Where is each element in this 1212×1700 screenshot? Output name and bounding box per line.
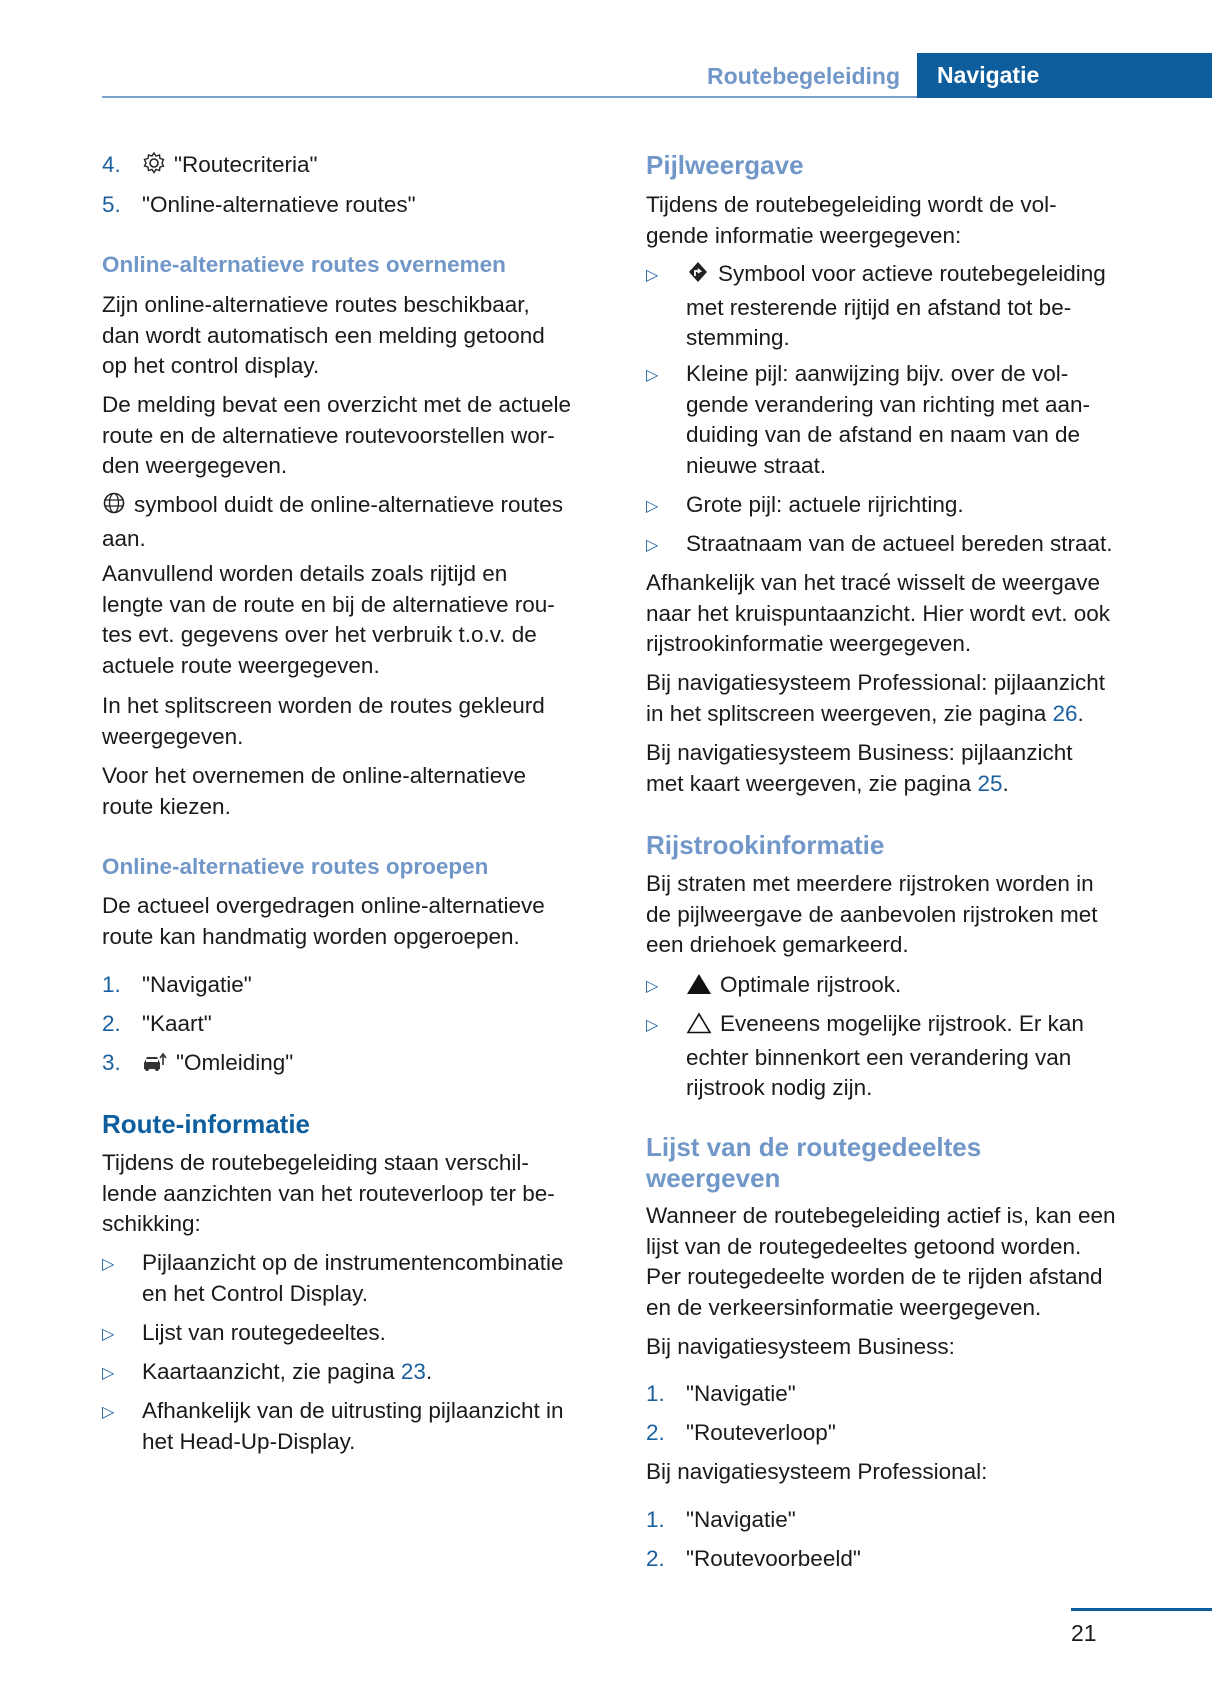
text-line: lijst van de routegedeeltes getoond worden. [646, 1233, 1082, 1259]
text-line: "Navigatie" [686, 1507, 796, 1532]
section-heading [646, 150, 1206, 181]
text-line: gende informatie weergegeven: [646, 222, 962, 248]
text-line: Grote pijl: actuele rijrichting. [686, 492, 964, 517]
bullet-triangle-icon: ▷ [646, 367, 659, 384]
subheading [102, 852, 622, 883]
text-line: Pijlaanzicht op de instrumentencombinatie [142, 1250, 564, 1275]
paragraph [646, 568, 1206, 660]
text-line: Kaartaanzicht, zie pagina [142, 1359, 401, 1384]
text-line: Aanvullend worden details zoals rijtijd en [102, 561, 508, 586]
text-line: weergegeven. [102, 723, 244, 749]
numbered-step [646, 1544, 1206, 1575]
text-line: rijstrookinformatie weergegeven. [646, 631, 972, 656]
bullet-triangle-icon: ▷ [646, 498, 659, 515]
bullet-item [646, 970, 1206, 1004]
text-line: Afhankelijk van de uitrusting pijlaanzicht in [142, 1398, 564, 1423]
text-line: Rijstrookinformatie [646, 830, 885, 860]
text-line: in het splitscreen weergeven, zie pagina [646, 700, 1053, 726]
text-line: Lijst van de routegedeeltes [646, 1132, 982, 1162]
text-line: "Routevoorbeeld" [686, 1546, 861, 1571]
bullet-triangle-icon: ▷ [646, 537, 659, 554]
paragraph [646, 1332, 1206, 1363]
text-line: Bij straten met meerdere rijstroken worden in [646, 871, 1094, 896]
punctuation: . [1077, 700, 1084, 726]
paragraph [646, 1457, 1206, 1488]
bullet-triangle-icon: ▷ [102, 1326, 115, 1343]
text-line: Lijst van routegedeeltes. [142, 1320, 386, 1345]
paragraph [102, 691, 622, 752]
text-line: In het splitscreen worden de routes gekleurd [102, 693, 545, 718]
text-line: "Routeverloop" [686, 1420, 836, 1445]
text-line: Optimale rijstrook. [720, 972, 902, 997]
numbered-step [102, 1048, 622, 1082]
numbered-step [102, 970, 622, 1001]
text-line: stemming. [686, 325, 790, 350]
bullet-triangle-icon: ▷ [646, 267, 659, 284]
paragraph [646, 869, 1206, 961]
text-line: symbool duidt de online-alternatieve routes [134, 492, 564, 517]
text-line: "Routecriteria" [174, 152, 318, 177]
bullet-item [646, 490, 1206, 521]
text-line: lengte van de route en bij de alternatieve rou- [102, 591, 555, 617]
text-line: Wanneer de routebegeleiding actief is, kan een [646, 1203, 1116, 1228]
text-line: rijstrook nodig zijn. [686, 1075, 873, 1100]
bullet-item [102, 1248, 622, 1309]
paragraph [102, 490, 622, 554]
page-reference-link[interactable]: 26 [1052, 700, 1078, 726]
step-number: 1. [102, 972, 121, 997]
section-heading [646, 830, 1206, 861]
text-line: Online-alternatieve routes overnemen [102, 252, 506, 277]
text-line: Zijn online-alternatieve routes beschikbaar, [102, 292, 530, 317]
text-line: op het control display. [102, 353, 320, 378]
text-line: Symbool voor actieve routebegeleiding [718, 261, 1106, 286]
globe-icon [102, 491, 126, 524]
bullet-item [646, 1009, 1206, 1104]
text-line: en het Control Display. [142, 1280, 368, 1306]
bullet-triangle-icon: ▷ [102, 1404, 115, 1421]
text-line: route kiezen. [102, 793, 231, 819]
bullet-triangle-icon: ▷ [102, 1365, 115, 1382]
bullet-item [102, 1357, 622, 1388]
page-number: 21 [1071, 1620, 1097, 1646]
text-line: met resterende rijtijd en afstand tot be- [686, 294, 1072, 320]
text-line: Bij navigatiesysteem Professional: [646, 1459, 988, 1484]
paragraph [102, 1148, 622, 1240]
step-number: 2. [646, 1420, 665, 1445]
text-line: het Head-Up-Display. [142, 1428, 356, 1454]
text-line: naar het kruispuntaanzicht. Hier wordt evt. ook [646, 600, 1110, 626]
paragraph [102, 559, 622, 681]
numbered-step [646, 1379, 1206, 1410]
bullet-triangle-icon: ▷ [646, 1017, 659, 1034]
step-number: 3. [102, 1050, 121, 1075]
text-line: aan. [102, 525, 146, 551]
bullet-item [646, 259, 1206, 354]
text-line: schikking: [102, 1211, 201, 1236]
bullet-item [102, 1318, 622, 1349]
paragraph [646, 668, 1206, 729]
text-line: met kaart weergeven, zie pagina [646, 770, 978, 796]
gear-icon [142, 151, 166, 184]
text-line: lende aanzichten van het routeverloop ter be- [102, 1180, 555, 1206]
text-line: "Kaart" [142, 1011, 212, 1036]
text-line: Straatnaam van de actueel bereden straat. [686, 531, 1113, 556]
text-line: "Navigatie" [142, 972, 252, 997]
punctuation: . [425, 1359, 433, 1384]
text-line: Afhankelijk van het tracé wisselt de weergave [646, 570, 1100, 595]
numbered-step [646, 1505, 1206, 1536]
subheading [102, 250, 622, 281]
text-line: route en de alternatieve routevoorstellen wor- [102, 422, 555, 448]
text-line: echter binnenkort een verandering van [686, 1044, 1072, 1070]
page-reference-link[interactable]: 25 [977, 770, 1003, 796]
paragraph [646, 738, 1206, 799]
text-line: Kleine pijl: aanwijzing bijv. over de vol- [686, 361, 1069, 386]
text-line: Tijdens de routebegeleiding staan verschil- [102, 1150, 529, 1175]
step-number: 2. [102, 1011, 121, 1036]
paragraph [646, 1201, 1206, 1323]
section-heading [102, 1109, 622, 1140]
text-line: dan wordt automatisch een melding getoond [102, 322, 545, 348]
car-detour-icon [142, 1051, 168, 1082]
bullet-triangle-icon: ▷ [646, 978, 659, 995]
text-line: Tijdens de routebegeleiding wordt de vol- [646, 192, 1057, 217]
text-line: de pijlweergave de aanbevolen rijstroken met [646, 901, 1098, 927]
header-chapter-tab: Navigatie [917, 53, 1212, 98]
bullet-item [646, 529, 1206, 560]
text-line: een driehoek gemarkeerd. [646, 932, 909, 957]
text-line: route kan handmatig worden opgeroepen. [102, 923, 520, 949]
filled-triangle-icon [686, 973, 712, 1004]
text-line: Bij navigatiesysteem Business: [646, 1334, 955, 1359]
numbered-step [646, 1418, 1206, 1449]
paragraph [646, 190, 1206, 251]
punctuation: . [1002, 770, 1009, 796]
numbered-step [102, 150, 622, 184]
bullet-item [102, 1396, 622, 1457]
text-line: Bij navigatiesysteem Business: pijlaanzicht [646, 740, 1073, 765]
paragraph [102, 390, 622, 482]
text-line: De actueel overgedragen online-alternatieve [102, 893, 545, 918]
text-line: duiding van de afstand en naam van de [686, 422, 1081, 447]
text-line: weergeven [646, 1163, 781, 1193]
paragraph [102, 761, 622, 822]
text-line: "Omleiding" [176, 1050, 294, 1075]
text-line: Bij navigatiesysteem Professional: pijlaanzicht [646, 670, 1105, 695]
text-line: Online-alternatieve routes oproepen [102, 854, 489, 879]
section-heading [646, 1132, 1206, 1194]
text-line: Pijlweergave [646, 150, 804, 180]
step-number: 5. [102, 192, 121, 217]
text-line: den weergegeven. [102, 453, 288, 478]
text-line: Eveneens mogelijke rijstrook. Er kan [720, 1011, 1084, 1036]
header-rule [102, 96, 917, 98]
text-line: nieuwe straat. [686, 452, 827, 478]
step-number: 1. [646, 1381, 665, 1406]
step-number: 1. [646, 1507, 665, 1532]
paragraph [102, 290, 622, 382]
text-line: Per routegedeelte worden de te rijden afstand [646, 1264, 1103, 1289]
footer-rule [1071, 1608, 1212, 1611]
header-section-title: Routebegeleiding [707, 63, 900, 89]
outline-triangle-icon [686, 1012, 712, 1043]
paragraph [102, 891, 622, 952]
step-number: 2. [646, 1546, 665, 1571]
page-reference-link[interactable]: 23 [400, 1359, 426, 1384]
step-number: 4. [102, 152, 121, 177]
route-guidance-icon [686, 260, 710, 293]
numbered-step [102, 190, 622, 221]
text-line: De melding bevat een overzicht met de actuele [102, 392, 572, 417]
text-line: Route-informatie [102, 1109, 310, 1139]
bullet-triangle-icon: ▷ [102, 1256, 115, 1273]
text-line: actuele route weergegeven. [102, 652, 380, 678]
bullet-item [646, 359, 1206, 481]
text-line: "Online-alternatieve routes" [142, 192, 416, 217]
text-line: en de verkeersinformatie weergegeven. [646, 1294, 1042, 1320]
text-line: "Navigatie" [686, 1381, 796, 1406]
text-line: gende verandering van richting met aan- [686, 391, 1091, 417]
text-line: Voor het overnemen de online-alternatieve [102, 763, 527, 788]
numbered-step [102, 1009, 622, 1040]
text-line: tes evt. gegevens over het verbruik t.o.v. de [102, 622, 537, 647]
